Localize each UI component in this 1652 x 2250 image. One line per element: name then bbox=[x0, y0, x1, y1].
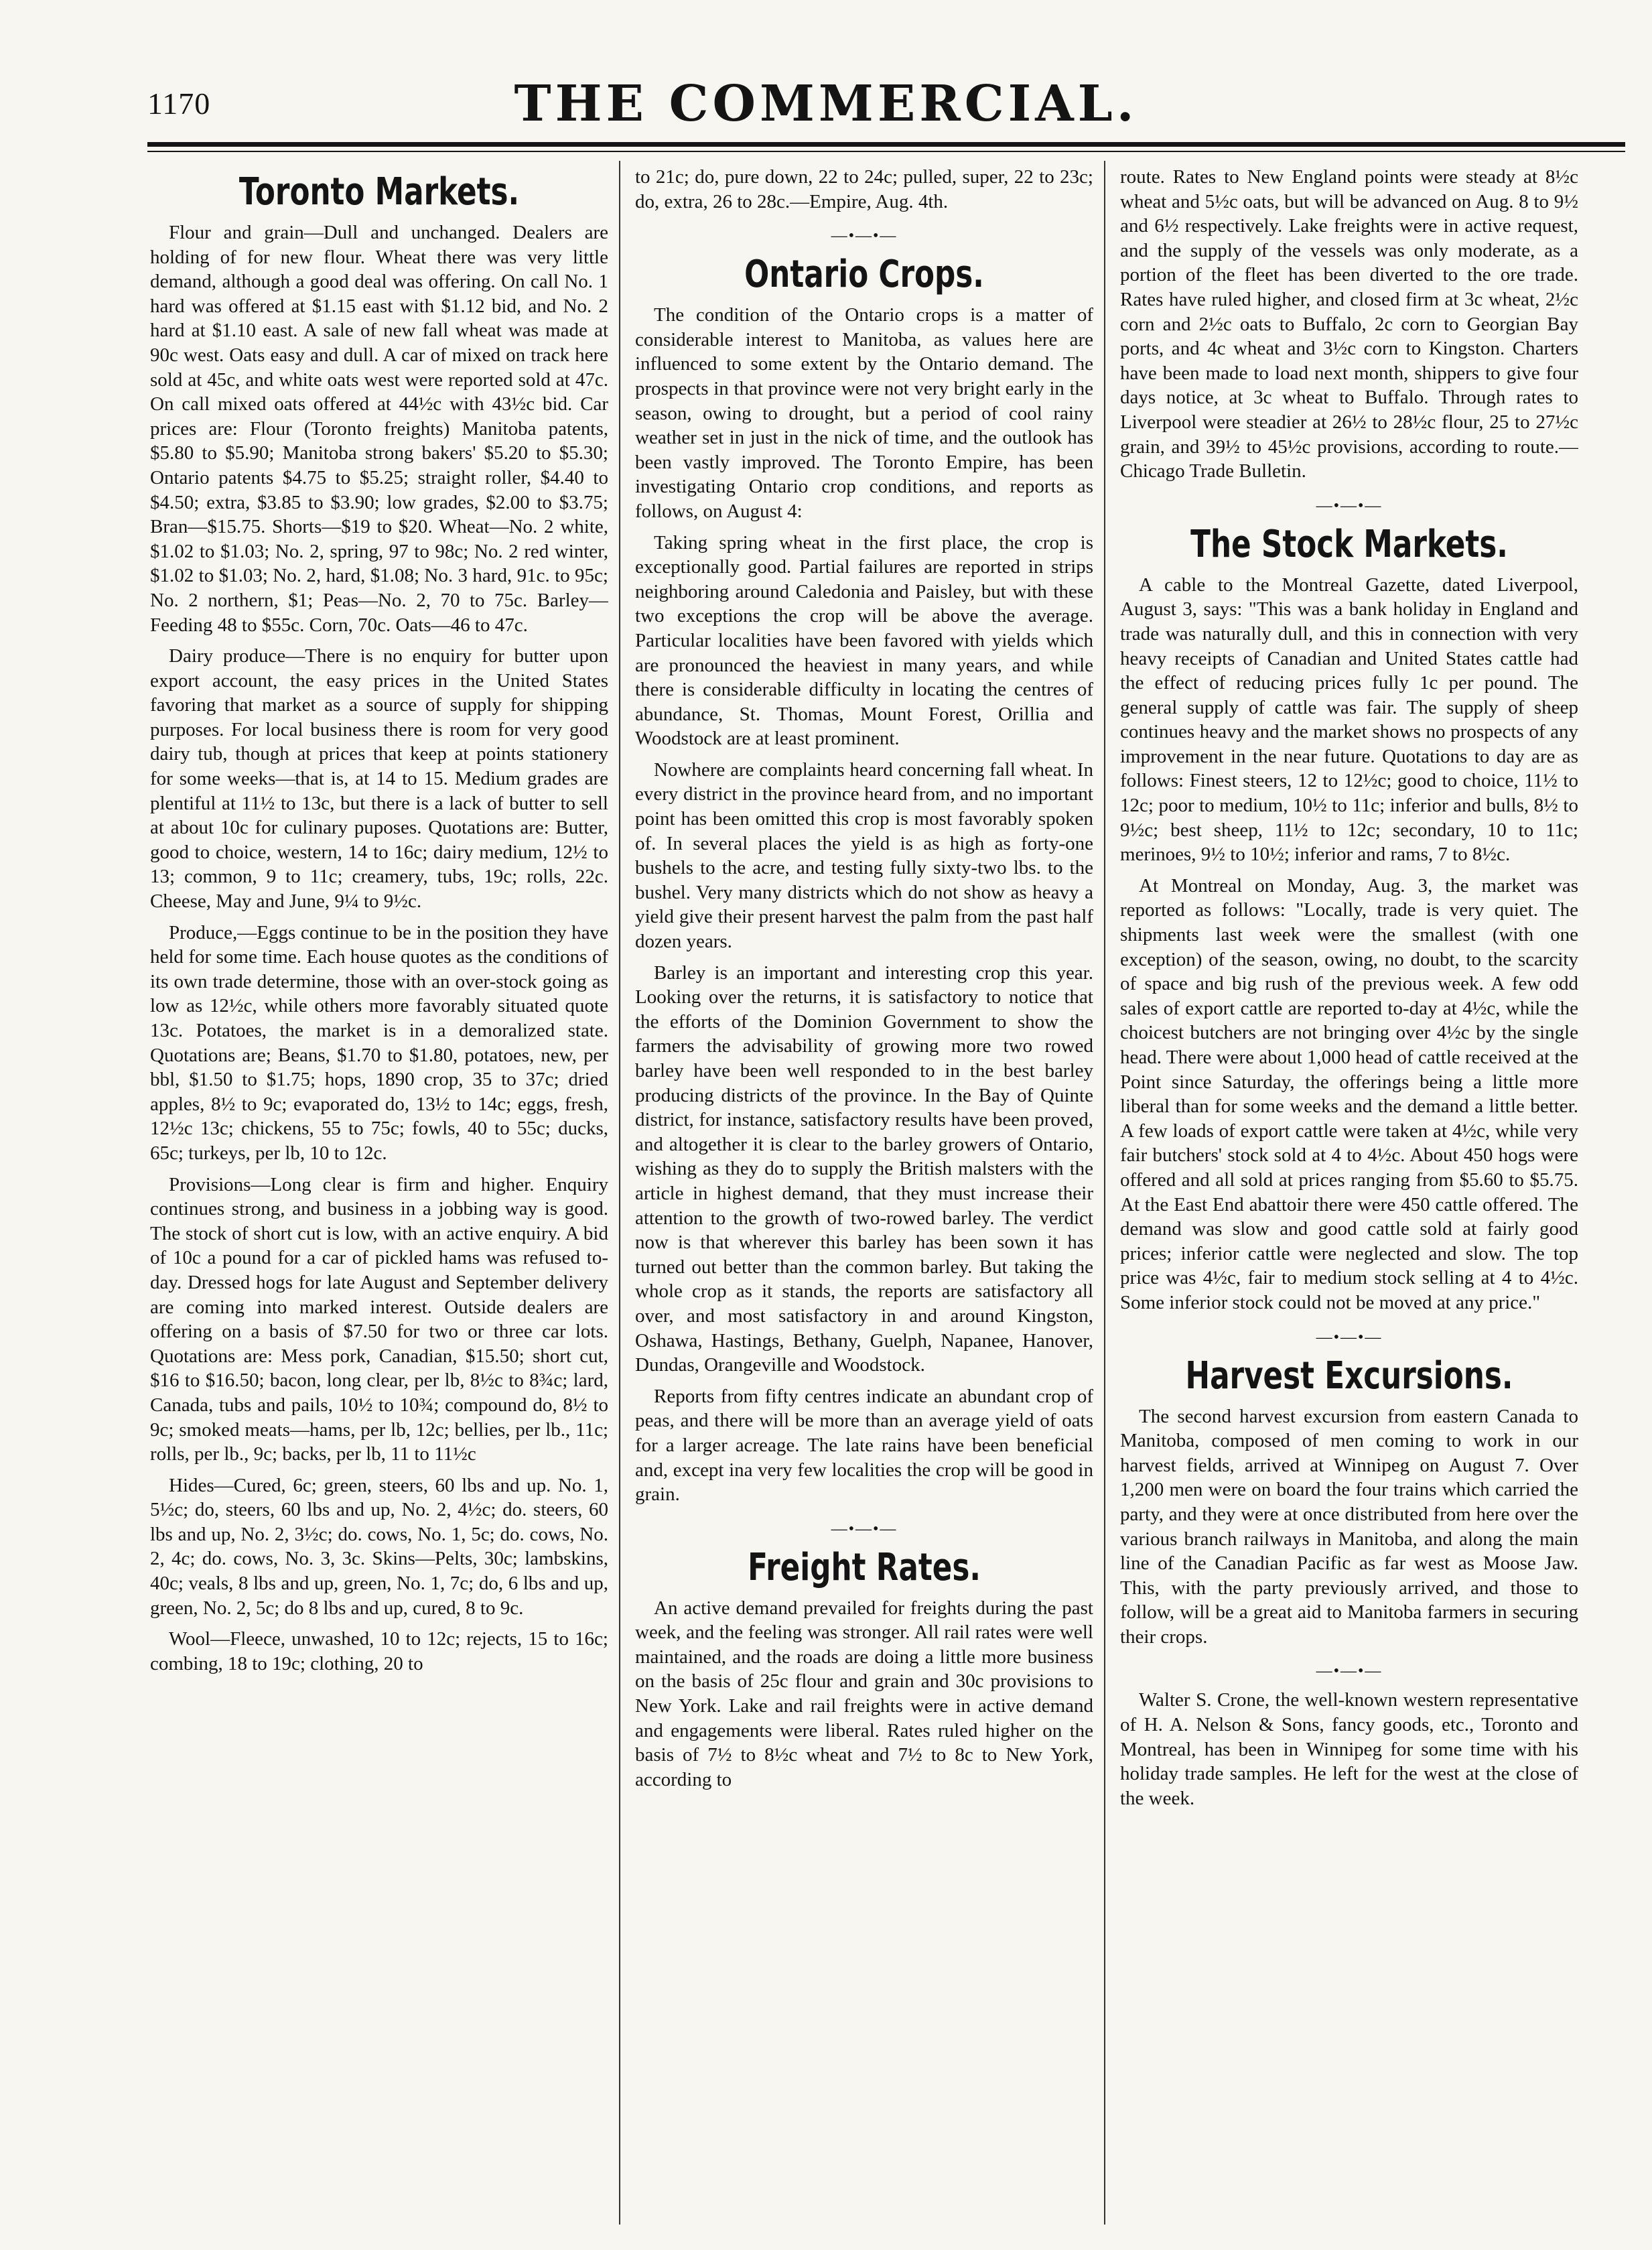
article-title-freight-rates: Freight Rates. bbox=[748, 1545, 981, 1589]
article-paragraph: At Montreal on Monday, Aug. 3, the market was reported as follows: "Locally, trade is very quiet. The shipments last week were the smallest (with one exception) of the season, owing, no doubt, to the scarcity of space and big rush of the previous week. A few odd sales of export cattle are reported to-day at 4½c, while the choicest butchers are not bringing over 4½c by the single head. There were about 1,000 head of cattle received at the Point since Saturday, the offerings being a little more liberal than for some weeks and the demand a little better. A few loads of export cattle were taken at 4½c, while very fair butchers' stock sold at 4 to 4½c. About 450 hogs were offered and all sold at prices ranging from $5.60 to $5.75. At the East End abattoir there were 450 cattle offered. The demand was slow and good cattle sold at fairly good prices; inferior cattle were neglected and slow. The top price was 4½c, fair to medium stock selling at 4 to 4½c. Some inferior stock could not be moved at any price." bbox=[1120, 874, 1578, 1313]
article-paragraph: to 21c; do, pure down, 22 to 24c; pulled, super, 22 to 23c; do, extra, 26 to 28c.—Empire, Aug. 4th. bbox=[635, 166, 1093, 212]
article-paragraph: route. Rates to New England points were steady at 8½c wheat and 5½c oats, but will be advanced on Aug. 8 to 9½ and 6½ respectively. Lake freights were in active request, and the supply of the vessels was only moderate, as a portion of the fleet has been diverted to the ore trade. Rates have ruled higher, and closed firm at 3c wheat, 2½c corn and 2½c oats to Buffalo, 2c corn to Georgian Bay ports, and 4c wheat and 3½c corn to Kingston. Charters have been made to load next month, shippers to give four days notice, at 3c wheat to Buffalo. Through rates to Liverpool were steadier at 26½ to 28½c flour, 25 to 27½c grain, and 39½ to 45½c provisions, according to route.—Chicago Trade Bulletin. bbox=[1120, 166, 1578, 482]
page-header bbox=[0, 0, 1652, 161]
column-3 bbox=[1120, 165, 1578, 2222]
article-paragraph: Barley is an important and interesting crop this year. Looking over the returns, it is satisfactory to notice that the efforts of the Dominion Government to show the farmers the advisability of growing more two rowed barley have been well responded to in the best barley producing districts of the province. In the Bay of Quinte district, for instance, satisfactory results have been proved, and altogether it is clear to the barley growers of Ontario, wishing as they do to supply the British malsters with the article in highest demand, that they must increase their attention to the growth of two-rowed barley. The verdict now is that wherever this barley has been sown it has turned out better than the common barley. But taking the whole crop as it stands, the reports are satisfactory all over, and most satisfactory in and around Kingston, Oshawa, Hastings, Bethany, Guelph, Napanee, Hanover, Dundas, Orangeville and Woodstock. bbox=[635, 962, 1093, 1376]
article-paragraph: Reports from fifty centres indicate an abundant crop of peas, and there will be more than an average yield of oats for a larger acreage. The late rains have been beneficial and, except ina very few localities the crop will be good in grain. bbox=[635, 1385, 1093, 1506]
section-ornament: —•—•— bbox=[1316, 1328, 1383, 1346]
article-title-stock-markets: The Stock Markets. bbox=[1190, 522, 1508, 566]
section-ornament: —•—•— bbox=[1316, 1662, 1383, 1680]
header-rule-thick bbox=[147, 142, 1625, 147]
page-number: 1170 bbox=[147, 86, 211, 121]
article-paragraph: Walter S. Crone, the well-known western representative of H. A. Nelson & Sons, fancy goods, etc., Toronto and Montreal, has been in Winnipeg for some time with his holiday trade samples. He left for the west at the close of the week. bbox=[1120, 1689, 1578, 1809]
article-paragraph: Hides—Cured, 6c; green, steers, 60 lbs and up. No. 1, 5½c; do, steers, 60 lbs and up, No. 2, 4½c; do. steers, 60 lbs and up, No. 2, 3½c; do. cows, No. 1, 5c; do. cows, No. 2, 4c; do. cows, No. 3, 3c. Skins—Pelts, 30c; lambskins, 40c; veals, 8 lbs and up, green, No. 1, 7c; do, 6 lbs and up, green, No. 2, 5c; do 8 lbs and up, cured, 8 to 9c. bbox=[150, 1474, 608, 1619]
article-paragraph: Taking spring wheat in the first place, the crop is exceptionally good. Partial failures are reported in strips neighboring around Caledonia and Paisley, but with these two exceptions the crop will be above the average. Particular localities have been favored with yields which are pronounced the heaviest in many years, and while there is considerable difficulty in locating the centres of abundance, St. Thomas, Mount Forest, Orillia and Woodstock are at least prominent. bbox=[635, 531, 1093, 750]
article-paragraph: Dairy produce—There is no enquiry for butter upon export account, the easy prices in the United States favoring that market as a source of supply for shipping purposes. For local business there is room for very good dairy tub, though at prices that keep at points stationery for some weeks—that is, at 14 to 15. Medium grades are plentiful at 11½ to 13c, but there is a lack of butter to sell at about 10c for culinary puposes. Quotations are: Butter, good to choice, western, 14 to 16c; dairy medium, 12½ to 13; common, 9 to 11c; creamery, tubs, 19c; rolls, 22c. Cheese, May and June, 9¼ to 9½c. bbox=[150, 645, 608, 913]
header-rule-thin bbox=[147, 151, 1625, 152]
article-title-toronto-markets: Toronto Markets. bbox=[238, 170, 520, 214]
column-divider bbox=[1104, 161, 1105, 2225]
article-paragraph: A cable to the Montreal Gazette, dated Liverpool, August 3, says: "This was a bank holiday in England and trade was naturally dull, and this in connection with very heavy receipts of Canadian and United States cattle had the effect of reducing prices fully 1c per pound. The general supply of cattle was fair. The supply of sheep continues heavy and the market shows no prospects of any improvement in the near future. Quotations to day are as follows: Finest steers, 12 to 12½c; good to choice, 11½ to 12c; poor to medium, 10½ to 11c; inferior and bulls, 8½ to 9½c; best sheep, 11½ to 12c; secondary, 10 to 11c; merinoes, 9½ to 10½; inferior and rams, 7 to 8½c. bbox=[1120, 574, 1578, 866]
column-divider bbox=[619, 161, 620, 2225]
masthead-title: THE COMMERCIAL. bbox=[514, 75, 1138, 133]
article-paragraph: Flour and grain—Dull and unchanged. Dealers are holding of for new flour. Wheat there was very little demand, although a good deal was offering. On call No. 1 hard was offered at $1.15 east with $1.12 bid, and No. 2 hard at $1.10 east. A sale of new fall wheat was made at 90c west. Oats easy and dull. A car of mixed on track here sold at 45c, and white oats west were reported sold at 47c. On call mixed oats offered at 44½c with 43½c bid. Car prices are: Flour (Toronto freights) Manitoba patents, $5.80 to $5.90; Manitoba strong bakers' $5.20 to $5.30; Ontario patents $4.75 to $5.25; straight roller, $4.40 to $4.50; extra, $3.85 to $3.90; low grades, $2.00 to $3.75; Bran—$15.75. Shorts—$19 to $20. Wheat—No. 2 white, $1.02 to $1.03; No. 2, spring, 97 to 98c; No. 2 red winter, $1.02 to $1.03; No. 2, hard, $1.08; No. 3 hard, 91c. to 95c; No. 2 northern, $1; Peas—No. 2, 70 to 75c. Barley—Feeding 48 to $55c. Corn, 70c. Oats—46 to 47c. bbox=[150, 222, 608, 636]
article-title-harvest-excursions: Harvest Excursions. bbox=[1185, 1353, 1513, 1398]
article-paragraph: Nowhere are complaints heard concerning fall wheat. In every district in the province heard from, and no important point has been omitted this crop is most favorably spoken of. In several places the yield is as high as forty-one bushels to the acre, and testing fully sixty-two lbs. to the bushel. Very many districts which do not show as heavy a yield give their present harvest the palm from the past half dozen years. bbox=[635, 758, 1093, 953]
article-paragraph: The condition of the Ontario crops is a matter of considerable interest to Manitoba, as values here are influenced to some extent by the Ontario demand. The prospects in that province were not very bright early in the season, owing to drought, but a period of cool rainy weather set in just in the nick of time, and the outlook has been vastly improved. The Toronto Empire, has been investigating Ontario crop conditions, and reports as follows, on August 4: bbox=[635, 304, 1093, 522]
article-paragraph: Wool—Fleece, unwashed, 10 to 12c; rejects, 15 to 16c; combing, 18 to 19c; clothing, 20 to bbox=[150, 1628, 608, 1674]
article-paragraph: Produce,—Eggs continue to be in the position they have held for some time. Each house quotes as the conditions of its own trade determine, those with an over-stock going as low as 12½c, while others more favorably situated quote 13c. Potatoes, the market is in a demoralized state. Quotations are; Beans, $1.70 to $1.80, potatoes, new, per bbl, $1.50 to $1.75; hops, 1890 crop, 35 to 37c; dried apples, 8½ to 9c; evaporated do, 13½ to 14c; eggs, fresh, 12½c 13c; chickens, 55 to 75c; fowls, 40 to 55c; ducks, 65c; turkeys, per lb, 10 to 12c. bbox=[150, 921, 608, 1164]
section-ornament: —•—•— bbox=[831, 1520, 898, 1538]
column-1 bbox=[150, 165, 608, 2222]
section-ornament: —•—•— bbox=[1316, 497, 1383, 515]
section-ornament: —•—•— bbox=[831, 227, 898, 245]
article-paragraph: An active demand prevailed for freights during the past week, and the feeling was stronger. All rail rates were well maintained, and the roads are doing a little more business on the basis of 25c flour and grain and 30c provisions to New York. Lake and rail freights were in active demand and engagements were liberal. Rates ruled higher on the basis of 7½ to 8½c wheat and 7½ to 8c to New York, according to bbox=[635, 1597, 1093, 1790]
article-title-ontario-crops: Ontario Crops. bbox=[744, 253, 984, 297]
article-paragraph: The second harvest excursion from eastern Canada to Manitoba, composed of men coming to work in our harvest fields, arrived at Winnipeg on August 7. Over 1,200 men were on board the four trains which carried the party, and they were at once distributed from here over the various branch railways in Manitoba, and along the main line of the Canadian Pacific as far west as Moose Jaw. This, with the party previously arrived, and those to follow, will be a great aid to Manitoba farmers in securing their crops. bbox=[1120, 1405, 1578, 1648]
column-2 bbox=[635, 165, 1093, 2222]
article-paragraph: Provisions—Long clear is firm and higher. Enquiry continues strong, and business in a jobbing way is good. The stock of short cut is low, with an active enquiry. A bid of 10c a pound for a car of pickled hams was refused to-day. Dressed hogs for late August and September delivery are coming into marked interest. Outside dealers are offering on a basis of $7.50 for two or three car lots. Quotations are: Mess pork, Canadian, $15.50; short cut, $16 to $16.50; bacon, long clear, per lb, 8½c to 8¾c; lard, Canada, tubs and pails, 10½ to 10¾; compound do, 8½ to 9c; smoked meats—hams, per lb, 12c; bellies, per lb., 11c; rolls, per lb., 9c; backs, per lb, 11 to 11½c bbox=[150, 1173, 608, 1465]
